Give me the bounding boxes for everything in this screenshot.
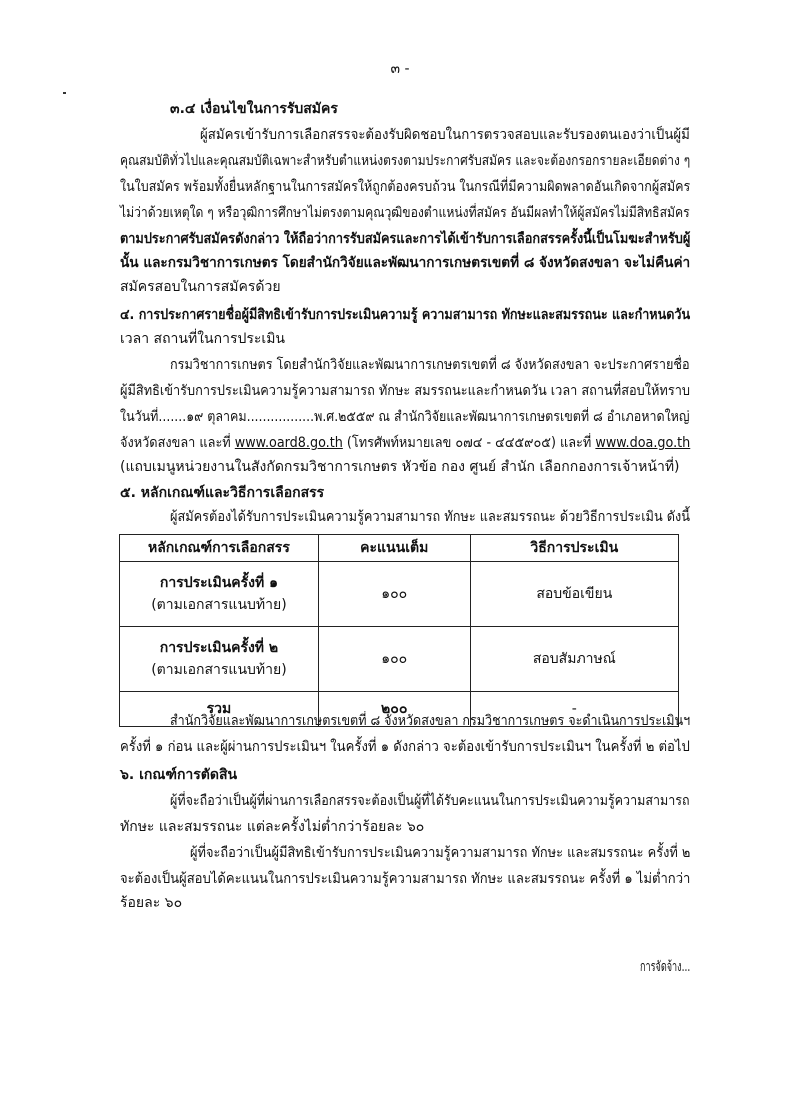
s4-line: ในวันที่.......๑๙ ตุลาคม.................พ.ศ.๒๕๕๙ ณ สำนักวิจัยและพัฒนาการเกษตรเขตที่ ๘ อำเภอหาดใหญ่ xyxy=(120,409,690,425)
s34-line: ไม่ว่าด้วยเหตุใด ๆ หรือวุฒิการศึกษาไม่ตรงตามคุณวุฒิของตำแหน่งที่สมัคร อันมีผลทำให้ผู้สมัครไม่มีสิทธิสมัคร xyxy=(120,205,690,221)
s34-line: ในใบสมัคร พร้อมทั้งยื่นหลักฐานในการสมัครให้ถูกต้องครบถ้วน ในกรณีที่มีความผิดพลาดอันเกิดจากผู้สมัคร xyxy=(120,179,691,195)
scan-speck xyxy=(63,92,66,94)
s6-line: ผู้ที่จะถือว่าเป็นผู้ที่ผ่านการเลือกสรรจะต้องเป็นผู้ที่ได้รับคะแนนในการประเมินความรู้ความสามารถ xyxy=(170,793,690,809)
s4-line: (แถบเมนูหน่วยงานในสังกัดกรมวิชาการเกษตร หัวข้อ กอง ศูนย์ สำนัก เลือกกองการเจ้าหน้าที่) xyxy=(120,459,680,475)
column-header: หลักเกณฑ์การเลือกสรร xyxy=(120,535,319,562)
s4-line-links xyxy=(120,434,690,452)
s6-line: ร้อยละ ๖๐ xyxy=(120,895,183,911)
score-cell: ๑๐๐ xyxy=(318,627,470,692)
section-6-heading: ๖. เกณฑ์การตัดสิน xyxy=(120,767,238,783)
table-header-row xyxy=(120,535,679,562)
method-cell: สอบสัมภาษณ์ xyxy=(470,627,678,692)
s5-intro: ผู้สมัครต้องได้รับการประเมินความรู้ความสามารถ ทักษะ และสมรรถนะ ด้วยวิธีการประเมิน ดังนี้ xyxy=(170,509,690,525)
s6-line: ผู้ที่จะถือว่าเป็นผู้มีสิทธิเข้ารับการประเมินความรู้ความสามารถ ทักษะ และสมรรถนะ ครั้งที่ ๒ xyxy=(190,845,691,861)
page-number: ๓ - xyxy=(390,61,410,77)
score-cell: ๑๐๐ xyxy=(318,562,470,627)
section-5-heading: ๕. หลักเกณฑ์และวิธีการเลือกสรร xyxy=(120,485,325,501)
column-header: วิธีการประเมิน xyxy=(470,535,678,562)
section-3-4-heading: ๓.๔ เงื่อนไขในการรับสมัคร xyxy=(170,101,338,117)
s5-after-line: สำนักวิจัยและพัฒนาการเกษตรเขตที่ ๘ จังหวัดสงขลา กรมวิชาการเกษตร จะดำเนินการประเมินฯ xyxy=(170,713,691,729)
s4-line: ผู้มีสิทธิเข้ารับการประเมินความรู้ความสามารถ ทักษะ สมรรถนะและกำหนดวัน เวลา สถานที่สอบให้ทราบ xyxy=(120,383,690,399)
criteria-cell xyxy=(120,627,319,692)
s5-after-line: ครั้งที่ ๑ ก่อน และผู้ผ่านการประเมินฯ ในครั้งที่ ๑ ดังกล่าว จะต้องเข้ารับการประเมินฯ ในครั้งที่ ๒ ต่อไป xyxy=(120,739,690,755)
criteria-table xyxy=(119,534,679,727)
s34-line: คุณสมบัติทั่วไปและคุณสมบัติเฉพาะสำหรับตำแหน่งตรงตามประกาศรับสมัคร และจะต้องกรอกรายละเอียดต่าง ๆ xyxy=(120,153,691,169)
criteria-note: (ตามเอกสารแนบท้าย) xyxy=(151,597,287,613)
section-4-heading: ๔. การประกาศรายชื่อผู้มีสิทธิเข้ารับการประเมินความรู้ ความสามารถ ทักษะและสมรรถนะ และกำหนดวัน xyxy=(120,307,691,323)
s34-line: ผู้สมัครเข้ารับการเลือกสรรจะต้องรับผิดชอบในการตรวจสอบและรับรองตนเองว่าเป็นผู้มี xyxy=(200,127,690,143)
s6-line: ทักษะ และสมรรถนะ แต่ละครั้งไม่ต่ำกว่าร้อยละ ๖๐ xyxy=(120,819,425,835)
total-method: - xyxy=(470,692,678,727)
criteria-note: (ตามเอกสารแนบท้าย) xyxy=(151,662,287,678)
s4-text: จังหวัดสงขลา และที่ xyxy=(120,435,231,451)
total-label: รวม xyxy=(120,692,319,727)
criteria-name: การประเมินครั้งที่ ๒ xyxy=(159,640,279,656)
s4-text: (โทรศัพท์หมายเลข ๐๗๔ - ๔๔๕๙๐๕) และที่ xyxy=(346,435,592,451)
method-cell: สอบข้อเขียน xyxy=(470,562,678,627)
criteria-name: การประเมินครั้งที่ ๑ xyxy=(159,575,278,591)
table-row xyxy=(120,562,679,627)
column-header: คะแนนเต็ม xyxy=(318,535,470,562)
oard8-link[interactable]: www.oard8.go.th xyxy=(234,435,343,451)
s6-line: จะต้องเป็นผู้สอบได้คะแนนในการประเมินความรู้ความสามารถ ทักษะ และสมรรถนะ ครั้งที่ ๑ ไม่ต่ำกว่า xyxy=(120,871,691,887)
s34-line: นั้น และกรมวิชาการเกษตร โดยสำนักวิจัยและพัฒนาการเกษตรเขตที่ ๘ จังหวัดสงขลา จะไม่คืนค่า xyxy=(120,255,691,271)
section-4-heading-cont: เวลา สถานที่ในการประเมิน xyxy=(120,331,285,347)
table-row xyxy=(120,627,679,692)
doa-link[interactable]: www.doa.go.th xyxy=(595,435,691,451)
criteria-cell xyxy=(120,562,319,627)
s34-line: ตามประกาศรับสมัครดังกล่าว ให้ถือว่าการรับสมัครและการได้เข้ารับการเลือกสรรครั้งนี้เป็นโมฆะสำหรับผู้ xyxy=(120,231,691,247)
total-score: ๒๐๐ xyxy=(318,692,470,727)
s34-line: สมัครสอบในการสมัครด้วย xyxy=(120,279,281,295)
s4-line: กรมวิชาการเกษตร โดยสำนักวิจัยและพัฒนาการเกษตรเขตที่ ๘ จังหวัดสงขลา จะประกาศรายชื่อ xyxy=(170,357,690,373)
continuation-note: การจัดจ้าง... xyxy=(640,959,691,975)
